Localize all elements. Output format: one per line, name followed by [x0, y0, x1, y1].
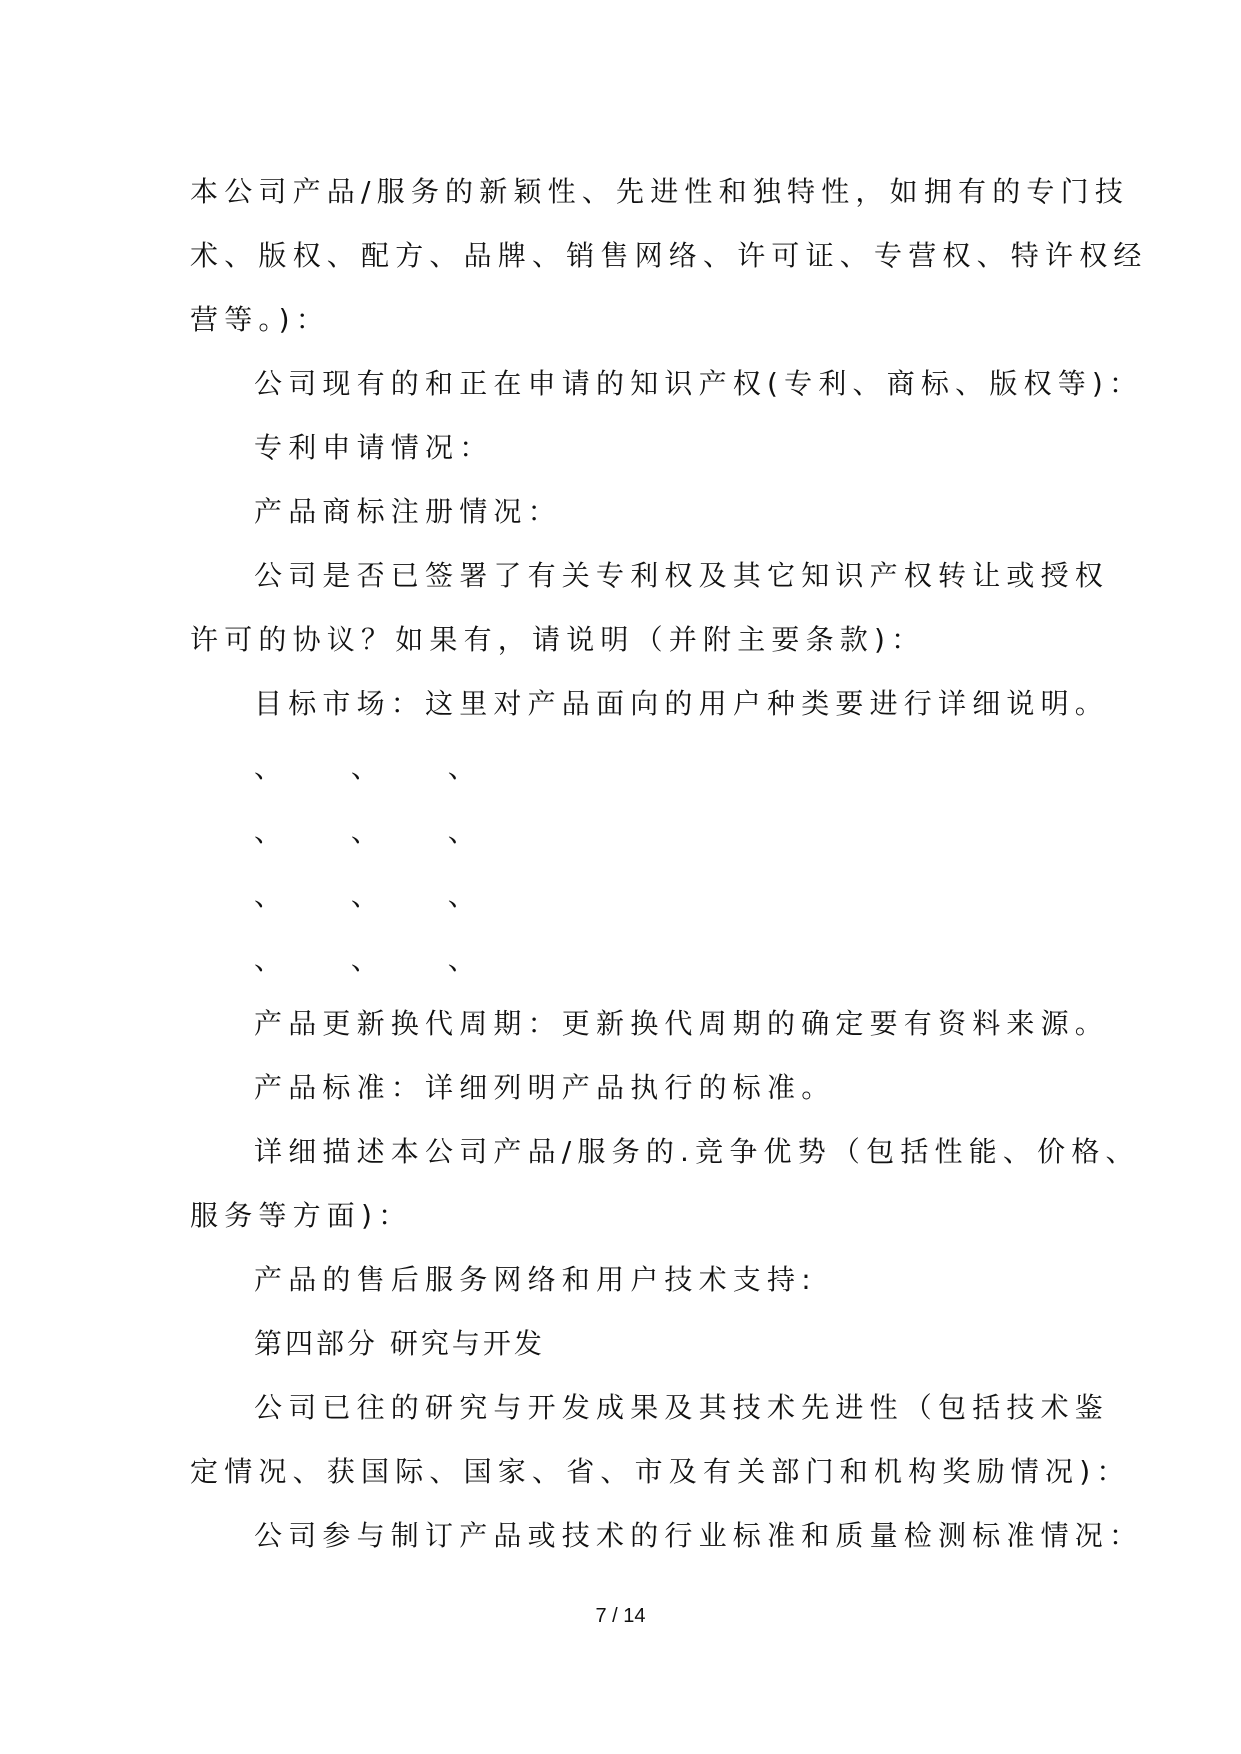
paragraph-line: 目标市场：这里对产品面向的用户种类要进行详细说明。: [254, 687, 1110, 720]
list-mark-line: 、 、 、: [254, 751, 506, 784]
paragraph-line: 公司参与制订产品或技术的行业标准和质量检测标准情况：: [254, 1519, 1144, 1552]
body-text: [190, 160, 1148, 1568]
section-heading: 第四部分 研究与开发: [254, 1327, 545, 1360]
list-mark-line: 、 、 、: [254, 879, 506, 912]
paragraph-line: 公司是否已签署了有关专利权及其它知识产权转让或授权: [254, 559, 1110, 592]
paragraph-line: 公司已往的研究与开发成果及其技术先进性（包括技术鉴: [254, 1391, 1110, 1424]
paragraph-line: 许可的协议？如果有，请说明（并附主要条款)：: [190, 623, 926, 656]
paragraph-line: 产品更新换代周期：更新换代周期的确定要有资料来源。: [254, 1007, 1110, 1040]
paragraph-line: 公司现有的和正在申请的知识产权(专利、商标、版权等)：: [254, 367, 1144, 400]
paragraph-line: 产品商标注册情况：: [254, 495, 562, 528]
paragraph-line: 产品标准：详细列明产品执行的标准。: [254, 1071, 836, 1104]
page-number: 7 / 14: [595, 1605, 646, 1627]
list-mark-line: 、 、 、: [254, 815, 506, 848]
list-mark-line: 、 、 、: [254, 943, 506, 976]
paragraph-line: 本公司产品/服务的新颖性、先进性和独特性，如拥有的专门技: [190, 175, 1130, 208]
paragraph-line: 详细描述本公司产品/服务的.竞争优势（包括性能、价格、: [254, 1135, 1140, 1168]
paragraph-line: 专利申请情况：: [254, 431, 494, 464]
paragraph-line: 定情况、获国际、国家、省、市及有关部门和机构奖励情况)：: [190, 1455, 1131, 1488]
paragraph-line: 服务等方面)：: [190, 1199, 413, 1232]
paragraph-line: 营等。)：: [190, 303, 330, 336]
paragraph-line: 术、版权、配方、品牌、销售网络、许可证、专营权、特许权经: [190, 239, 1148, 272]
paragraph-line: 产品的售后服务网络和用户技术支持:: [254, 1263, 817, 1296]
